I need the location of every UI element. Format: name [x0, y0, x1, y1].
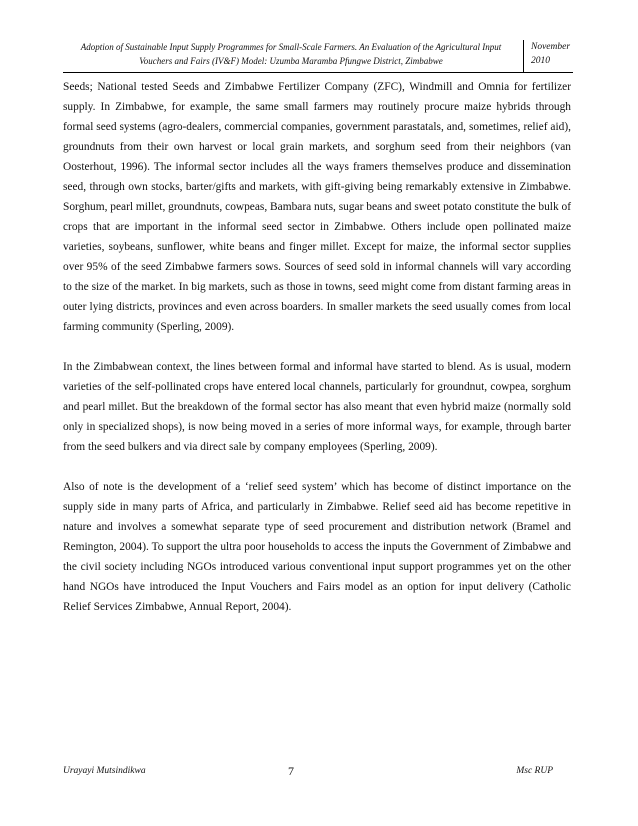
footer-author: Urayayi Mutsindikwa [63, 766, 146, 776]
paragraph-seed-sources: Seeds; National tested Seeds and Zimbabwe Fertilizer Company (ZFC), Windmill and Omnia for fertilizer supply. In Zimbabwe, for example, the same small farmers may routinely procure maize hybrids through formal seed systems (agro-dealers, commercial companies, government parastatals, and, sometimes, relief aid), groundnuts from their own harvest or local grain markets, and sorghum seed from their neighbors (van Oosterhout, 1996). The informal sector includes all the ways framers themselves produce and dissemination seed, through own stocks, barter/gifts and markets, with gift-giving being remarkably extensive in Zimbabwe. Sorghum, pearl millet, groundnuts, cowpeas, Bambara nuts, sugar beans and sweet potato constitute the bulk of crops that are important in the informal seed sector in Zimbabwe. Others include open pollinated maize varieties, soybeans, sunflower, white beans and finger millet. Except for maize, the informal sector supplies over 95% of the seed Zimbabwe farmers sows. Sources of seed sold in informal channels will vary according to the size of the market. In big markets, such as those in towns, seed might come from distant farming areas in outer lying districts, provinces and even across boarders. In smaller markets the seed usually comes from local farming community (Sperling, 2009). [63, 81, 571, 333]
header-title [63, 40, 519, 70]
header-year: 2010 [531, 56, 550, 66]
paragraph-zimbabwean-context: In the Zimbabwean context, the lines between formal and informal have started to blend. As is usual, modern varieties of the self-pollinated crops have entered local channels, particularly for groundnut, cowpea, sorghum and pearl millet. But the breakdown of the formal sector has also meant that even hybrid maize (normally sold only in specialized shops), is now being moved in a series of more informal ways, for example, through barter from the seed bulkers and via direct sale by company employees (Sperling, 2009). [63, 361, 571, 453]
running-footer [63, 766, 573, 780]
header-date [531, 40, 573, 68]
footer-degree: Msc RUP [516, 766, 553, 776]
header-title-line-1: Adoption of Sustainable Input Supply Programmes for Small-Scale Farmers. An Evaluation of the Agricultural Input [80, 42, 502, 52]
header-month: November [531, 42, 571, 52]
page-number: 7 [288, 764, 294, 778]
running-header [63, 40, 573, 73]
header-title-line-2: Vouchers and Fairs (IV&F) Model: Uzumba Maramba Pfungwe District, Zimbabwe [139, 56, 443, 66]
body-text [63, 77, 571, 617]
header-divider [523, 40, 524, 72]
paragraph-relief-seed-system: Also of note is the development of a ‘relief seed system’ which has become of distinct importance on the supply side in many parts of Africa, and particularly in Zimbabwe. Relief seed aid has become repetitive in nature and involves a somewhat separate type of seed procurement and distribution network (Bramel and Remington, 2004). To support the ultra poor households to access the inputs the Government of Zimbabwe and the civil society including NGOs introduced various conventional input support programmes yet on the other hand NGOs have introduced the Input Vouchers and Fairs model as an option for input delivery (Catholic Relief Services Zimbabwe, Annual Report, 2004). [63, 481, 571, 613]
